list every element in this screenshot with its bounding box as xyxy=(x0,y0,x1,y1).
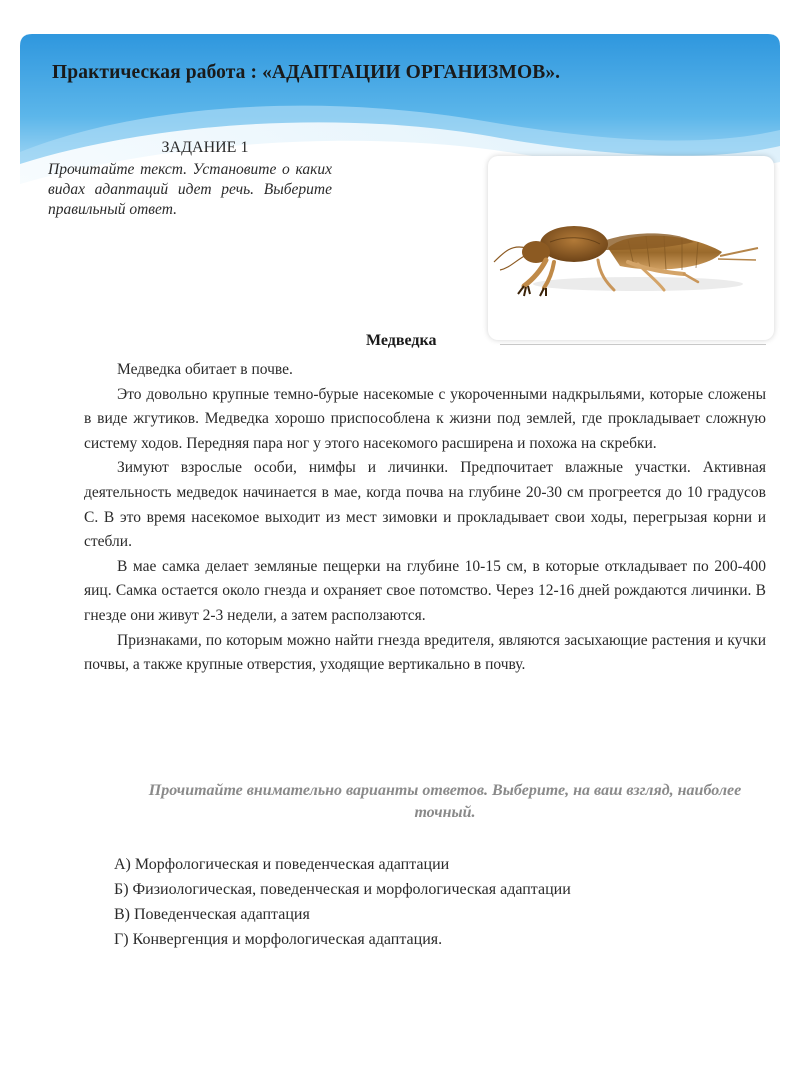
task-block xyxy=(48,138,332,220)
mole-cricket-photo xyxy=(488,156,774,340)
mole-cricket-icon xyxy=(488,156,774,340)
answer-option-c: В) Поведенческая адаптация xyxy=(114,906,310,923)
article-paragraph: Признаками, по которым можно найти гнезда вредителя, являются засыхающие растения и кучки почвы, а также крупные отверстия, уходящие вертикально в почву. xyxy=(84,631,766,674)
task-heading: ЗАДАНИЕ 1 xyxy=(161,139,249,156)
answer-option-b: Б) Физиологическая, поведенческая и морфологическая адаптации xyxy=(114,881,571,898)
article-paragraph: Это довольно крупные темно-бурые насекомые с укороченными надкрыльями, которые сложены в виде жгутиков. Медведка хорошо приспособлена к жизни под землей, где прокладывает сложную систему ходов. Передняя пара ног у этого насекомого расширена и похожа на скребки. xyxy=(84,385,766,452)
article-title: Медведка xyxy=(366,332,437,349)
page-title: Практическая работа : «АДАПТАЦИИ ОРГАНИЗМОВ». xyxy=(52,62,561,83)
article-paragraph: Медведка обитает в почве. xyxy=(117,361,293,378)
photo-divider xyxy=(500,344,766,345)
article-body xyxy=(84,358,766,678)
answer-instruction: Прочитайте внимательно варианты ответов. Выберите, на ваш взгляд, наиболее точный. xyxy=(148,782,742,821)
answer-option-a: А) Морфологическая и поведенческая адаптации xyxy=(114,856,450,873)
article-paragraph: Зимуют взрослые особи, нимфы и личинки. Предпочитает влажные участки. Активная деятельность медведок начинается в мае, когда почва на глубине 20-30 см прогреется до 10 градусов С. В это время насекомое выходит из мест зимовки и прокладывает свои ходы, перегрызая корни и стебли. xyxy=(84,459,766,551)
article-paragraph: В мае самка делает земляные пещерки на глубине 10-15 см, в которые откладывает по 200-400 яиц. Самка остается около гнезда и охраняет свое потомство. Через 12-16 дней рождаются личинки. В гнезде они живут 2-3 недели, а затем расползаются. xyxy=(84,557,766,624)
task-instruction: Прочитайте текст. Установите о каких видах адаптаций идет речь. Выберите правильный ответ. xyxy=(48,161,332,218)
answer-option-d: Г) Конвергенция и морфологическая адаптация. xyxy=(114,931,443,948)
answer-options xyxy=(114,852,774,952)
